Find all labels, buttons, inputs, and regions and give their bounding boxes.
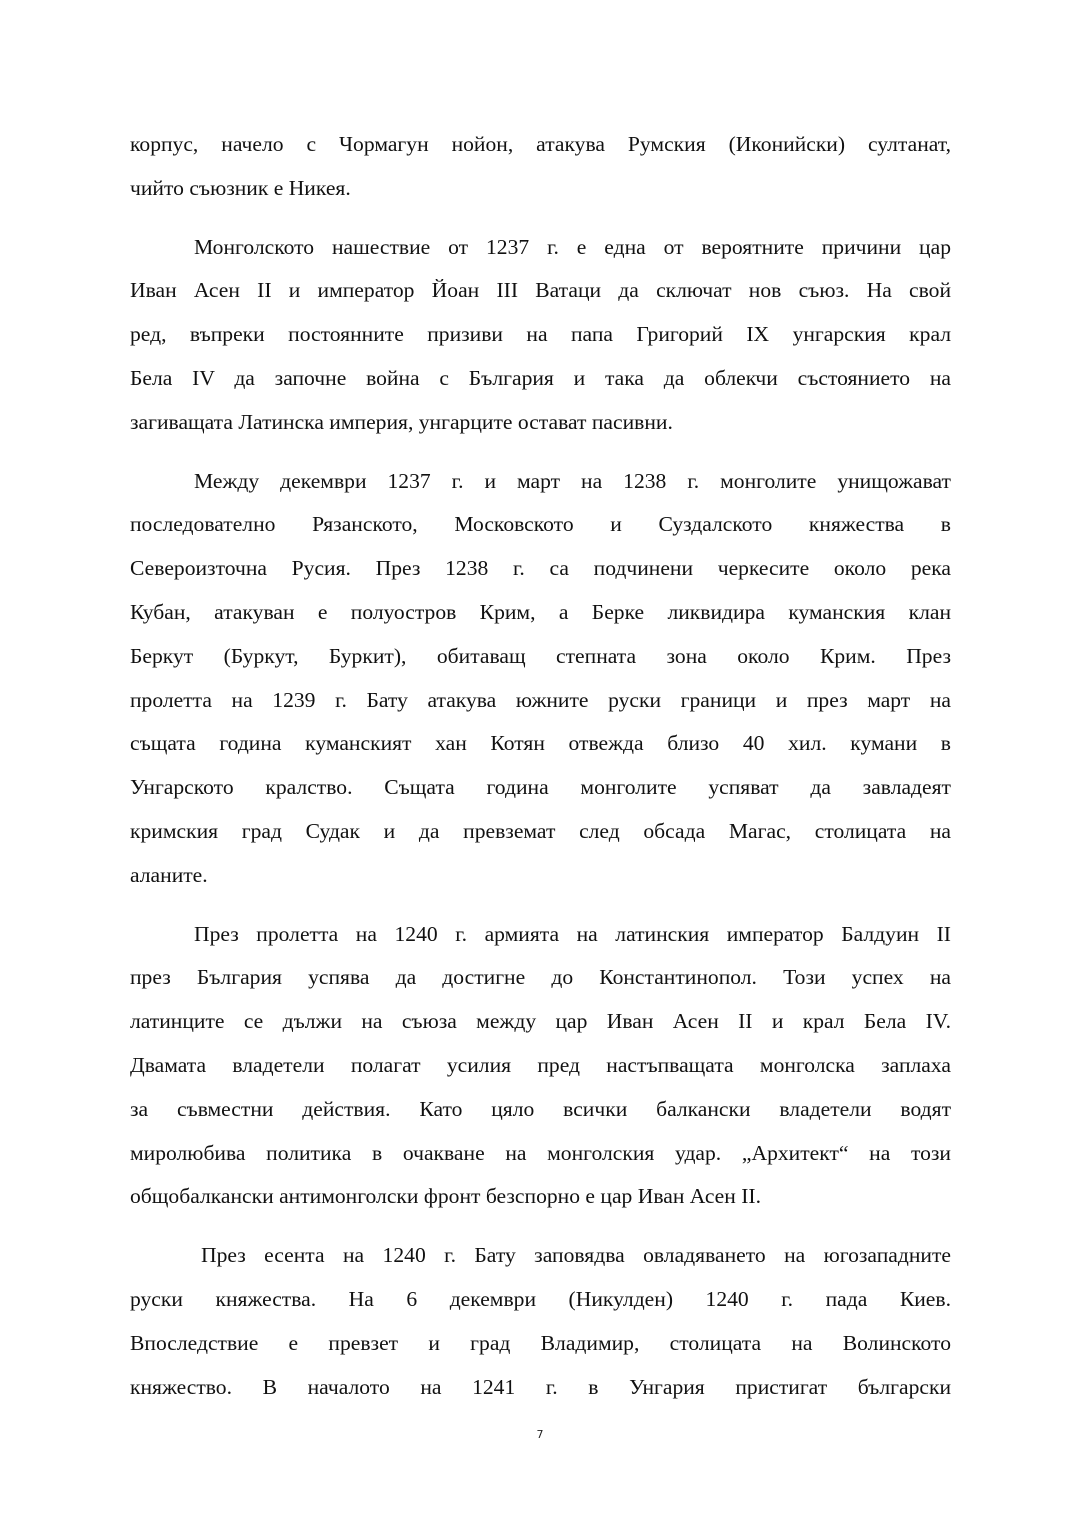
- paragraph: [130, 460, 951, 898]
- text-line: Между декември 1237 г. и март на 1238 г. монголите унищожават: [194, 468, 951, 493]
- paragraph: [130, 123, 951, 211]
- text-line: пролетта на 1239 г. Бату атакува южните руски граници и през март на: [130, 687, 951, 712]
- text-line: През пролетта на 1240 г. армията на латинския император Балдуин II: [194, 921, 951, 946]
- page-number: 7: [536, 1428, 544, 1441]
- text-line: последователно Рязанското, Московското и Суздалското княжества в: [130, 512, 951, 537]
- text-line: корпус, начело с Чормагун нойон, атакува Румския (Иконийски) султанат,: [130, 132, 951, 156]
- paragraph: [130, 1234, 951, 1409]
- text-line: загиващата Латинска империя, унгарците остават пасивни.: [130, 409, 673, 434]
- text-line: През есента на 1240 г. Бату заповядва овладяването на югозападните: [201, 1243, 951, 1268]
- text-line: Иван Асен II и император Йоан III Ватаци да сключат нов съюз. На свой: [130, 278, 951, 303]
- text-line: общобалкански антимонголски фронт безспорно е цар Иван Асен II.: [130, 1184, 761, 1209]
- text-line: за съвместни действия. Като цяло всички балкански владетели водят: [130, 1096, 951, 1121]
- document-body: [130, 123, 951, 1424]
- text-line: Впоследствие е превзет и град Владимир, столицата на Волинското: [130, 1330, 951, 1355]
- text-line: Монголското нашествие от 1237 г. е една от вероятните причини цар: [194, 234, 951, 259]
- text-line: миролюбива политика в очакване на монголския удар. „Архитект“ на този: [130, 1140, 951, 1165]
- text-line: княжество. В началото на 1241 г. в Унгария пристигат български: [130, 1374, 951, 1399]
- text-line: кримския град Судак и да превземат след обсада Магас, столицата на: [130, 818, 951, 843]
- text-line: Кубан, атакуван е полуостров Крим, а Берке ликвидира куманския клан: [130, 599, 951, 624]
- text-line: същата година куманският хан Котян отвежда близо 40 хил. кумани в: [130, 731, 951, 756]
- text-line: чийто съюзник е Никея.: [130, 175, 351, 200]
- text-line: Двамата владетели полагат усилия пред настъпващата монголска заплаха: [130, 1052, 951, 1077]
- text-line: Бела IV да започне война с България и така да облекчи състоянието на: [130, 365, 951, 390]
- text-line: Беркут (Буркут, Буркит), обитаващ степната зона около Крим. През: [130, 643, 951, 668]
- text-line: ред, въпреки постоянните призиви на папа Григорий IX унгарския крал: [130, 322, 951, 347]
- text-line: Североизточна Русия. През 1238 г. са подчинени черкесите около река: [130, 556, 951, 581]
- text-line: Унгарското кралство. Същата година монголите успяват да завладеят: [130, 775, 951, 800]
- text-line: руски княжества. На 6 декември (Никулден) 1240 г. пада Киев.: [130, 1286, 951, 1311]
- text-line: аланите.: [130, 862, 208, 887]
- paragraph: [130, 226, 951, 445]
- text-line: през България успява да достигне до Константинопол. Този успех на: [130, 965, 951, 990]
- paragraph: [130, 913, 951, 1220]
- text-line: латинците се дължи на съюза между цар Иван Асен II и крал Бела IV.: [130, 1009, 951, 1034]
